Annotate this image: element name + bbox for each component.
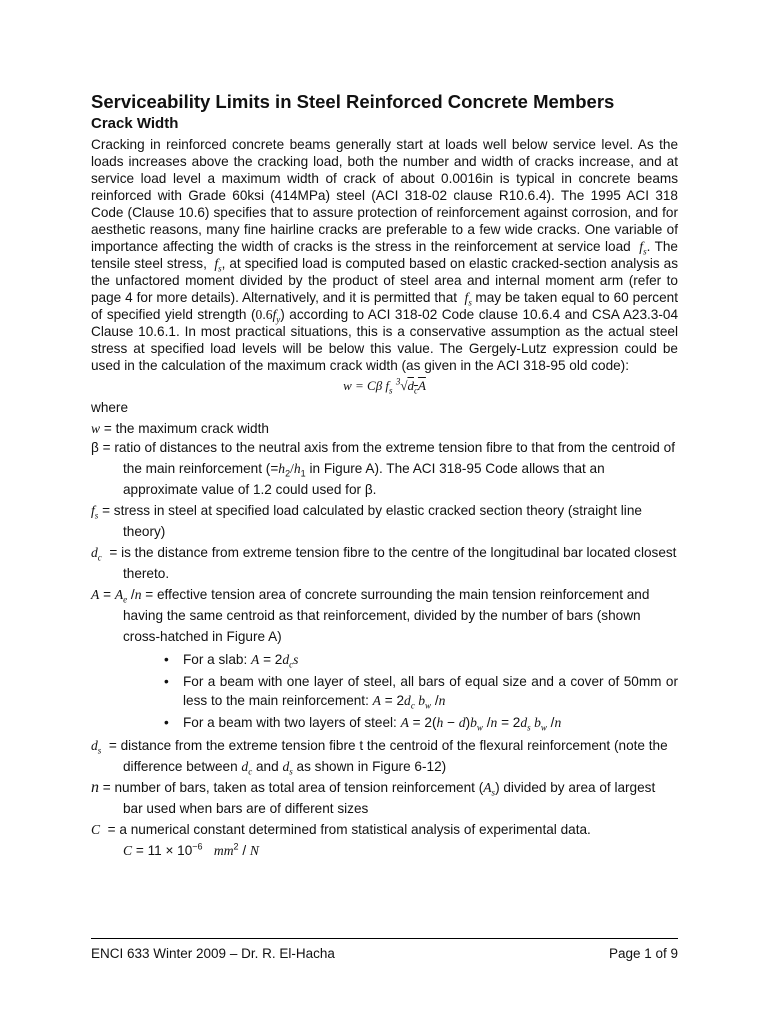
section-heading: Crack Width <box>91 115 179 132</box>
def-w: w = the maximum crack width <box>91 421 269 436</box>
where-label: where <box>91 400 129 415</box>
def-dc: $d_c$ = is the distance from extreme tension fibre to the centre of the longitudinal bar located closest thereto. <box>91 545 677 581</box>
page-number: Page 1 of 9 <box>608 946 678 961</box>
bullet-list <box>91 650 678 732</box>
body-text <box>91 136 678 861</box>
footer-divider <box>91 938 678 939</box>
list-item: • For a beam with two layers of steel: $A = 2(h - d)b_w$ $/n = 2d_s$ $b_w$ /n <box>164 715 562 733</box>
yield-expression: $0.6f_y$ <box>255 307 281 325</box>
list-item: • For a beam with one layer of steel, all bars of equal size and a cover of 50mm or less to the main reinforcement: $A = 2d_c$ $b_w$ /n <box>164 674 678 711</box>
def-beta: β = ratio of distances to the neutral axis from the extreme tension fibre to that from the centroid of the main reinforcement ($=h_2/h_1$ in Figure A). The ACI 318-95 Code allows that an approximate value of 1.2 could used for β. <box>91 440 675 497</box>
definitions-list <box>91 420 678 861</box>
fs-symbol: $f_s$ <box>635 239 647 257</box>
page-title: Serviceability Limits in Steel Reinforced Concrete Members <box>91 91 615 112</box>
def-n: n = number of bars, taken as total area of tension reinforcement $(A_s)$ divided by area of largest bar used when bars are of different sizes <box>91 779 656 816</box>
list-item: • For a slab: $A = 2d_cs$ <box>164 652 299 670</box>
def-A: $A = A_e$ /n = effective tension area of concrete surrounding the main tension reinforcement and having the same centroid as that reinforcement, divided by the number of bars (shown cross-hatched in Figure A) <box>91 587 650 644</box>
fs-symbol: $f_s$ <box>461 290 472 308</box>
def-C: C = a numerical constant determined from statistical analysis of experimental data. $C = 11 \times 10^{-6}$ $mm^2$ / N <box>91 822 591 858</box>
fs-symbol: $f_s$ <box>210 256 222 274</box>
intro-paragraph: Cracking in reinforced concrete beams generally start at loads well below service level. As the loads increases above the cracking load, both the number and width of cracks increase, and at service load level a maximum width of crack of about 0.0016in is typical in concrete beams reinforced with Grade 60ksi (414MPa) steel (ACI 318-02 clause R10.6.4). The 1995 ACI 318 Code (Clause 10.6) specifies that to assure protection of reinforcement against corrosion, and for aesthetic reasons, many fine hairline cracks are preferable to a few wide cracks. One variable of importance affecting the width of cracks is the stress in the reinforcement at service load $f_s$. The tensile steel stress, $f_s$, at specified load is computed based on elastic cracked-section analysis as the unfactored moment divided by the product of steel area and internal moment arm (refer to page 4 for more details). Alternatively, and it is permitted that $f_s$ may be taken equal to 60 percent of specified yield strength $(0.6f_y)$ according to ACI 318-02 Code clause 10.6.4 and CSA A23.3-04 Clause 10.6.1. In most practical situations, this is a conservative assumption as the actual steel stress at specified load levels will be below this value. The Gergely-Lutz expression could be used in the calculation of the maximum crack width (as given in the ACI 318-95 old code): <box>91 137 679 373</box>
footer-course: ENCI 633 Winter 2009 – Dr. R. El-Hacha <box>91 946 335 961</box>
def-ds: $d_s$ = distance from the extreme tension fibre t the centroid of the flexural reinforcement (note the difference between $d_c$ and $d_s$ as shown in Figure 6-12) <box>91 738 668 777</box>
def-fs: $f_s$ = stress in steel at specified load calculated by elastic cracked section theory (straight line theory) <box>91 503 642 539</box>
gergely-lutz-formula: w = Cβ $f_s$ $^3√d_cA$ <box>343 376 426 396</box>
